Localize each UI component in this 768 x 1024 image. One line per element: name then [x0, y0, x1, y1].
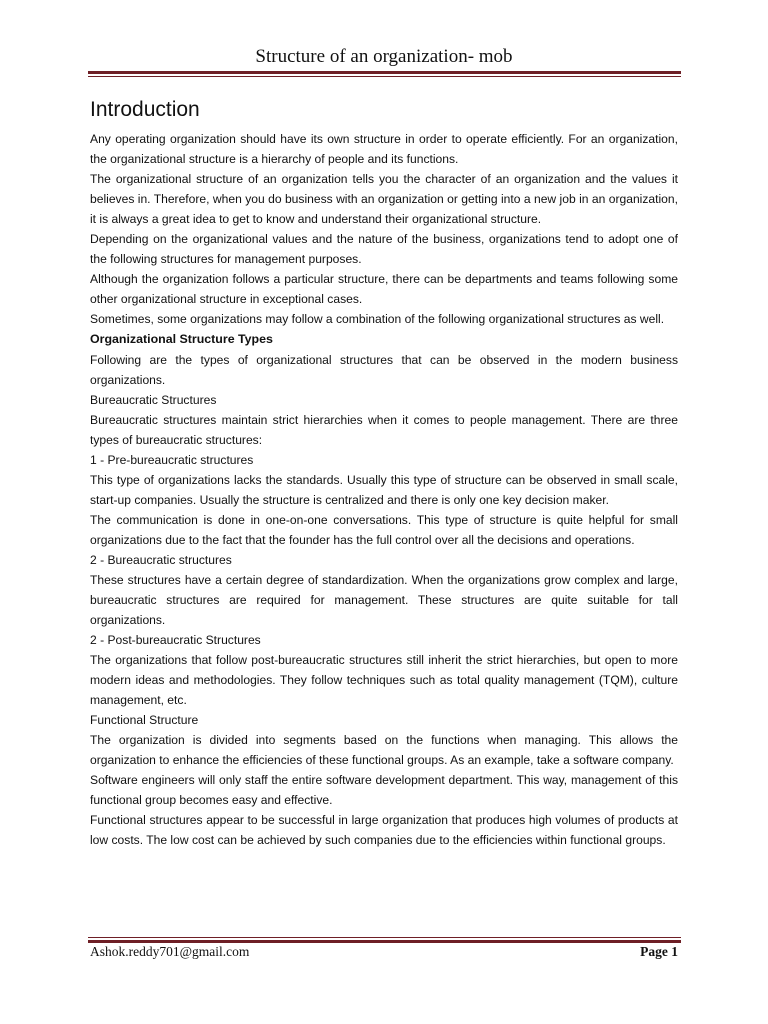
subheading-bureaucratic: Bureaucratic Structures [90, 393, 217, 407]
paragraph: Although the organization follows a particular structure, there can be departments and teams following some other organizational structure in exceptional cases. [90, 272, 678, 306]
paragraph: This type of organizations lacks the standards. Usually this type of structure can be observed in small scale, start-up companies. Usually the structure is centralized and there is only one key decision maker. [90, 473, 678, 507]
paragraph: The organizations that follow post-bureaucratic structures still inherit the strict hierarchies, but open to more modern ideas and methodologies. They follow techniques such as total quality management (TQM), culture management, etc. [90, 653, 678, 707]
paragraph: The organizational structure of an organization tells you the character of an organization and the values it believes in. Therefore, when you do business with an organization or getting into a new job in an organization, it is always a great idea to get to know and understand their organizational structure. [90, 172, 678, 226]
footer-page-number: Page 1 [640, 944, 678, 959]
paragraph: Depending on the organizational values and the nature of the business, organizations tend to adopt one of the following structures for management purposes. [90, 232, 678, 266]
footer-rule-thin [88, 937, 681, 938]
footer-email: Ashok.reddy701@gmail.com [90, 944, 250, 959]
subheading-pre-bureaucratic: 1 - Pre-bureaucratic structures [90, 453, 254, 467]
paragraph: Any operating organization should have its own structure in order to operate efficiently. For an organization, the organizational structure is a hierarchy of people and its functions. [90, 132, 678, 166]
subheading-post-bureaucratic: 2 - Post-bureaucratic Structures [90, 633, 261, 647]
subheading-bureaucratic-structures: 2 - Bureaucratic structures [90, 553, 232, 567]
paragraph: Software engineers will only staff the entire software development department. This way, management of this functional group becomes easy and effective. [90, 773, 678, 807]
subheading-structure-types: Organizational Structure Types [90, 332, 273, 346]
paragraph: These structures have a certain degree of standardization. When the organizations grow complex and large, bureaucratic structures are required for management. These structures are quite suitable for tall organizations. [90, 573, 678, 627]
header-rule-thin [88, 76, 681, 77]
paragraph: Functional structures appear to be successful in large organization that produces high volumes of products at low costs. The low cost can be achieved by such companies due to the efficiencies within functional groups. [90, 813, 678, 847]
paragraph: The communication is done in one-on-one conversations. This type of structure is quite helpful for small organizations due to the fact that the founder has the full control over all the decisions and operations. [90, 513, 678, 547]
subheading-functional: Functional Structure [90, 713, 199, 727]
document-header-title: Structure of an organization- mob [255, 46, 513, 67]
document-body [90, 95, 678, 850]
paragraph: The organization is divided into segments based on the functions when managing. This allows the organization to enhance the efficiencies of these functional groups. As an example, take a software company. [90, 733, 678, 767]
header-rule-thick [88, 71, 681, 74]
paragraph: Bureaucratic structures maintain strict hierarchies when it comes to people management. There are three types of bureaucratic structures: [90, 413, 678, 447]
paragraph: Following are the types of organizational structures that can be observed in the modern business organizations. [90, 353, 678, 387]
paragraph: Sometimes, some organizations may follow a combination of the following organizational structures as well. [90, 312, 665, 326]
section-heading-introduction: Introduction [90, 98, 200, 121]
footer-rule-thick [88, 940, 681, 943]
